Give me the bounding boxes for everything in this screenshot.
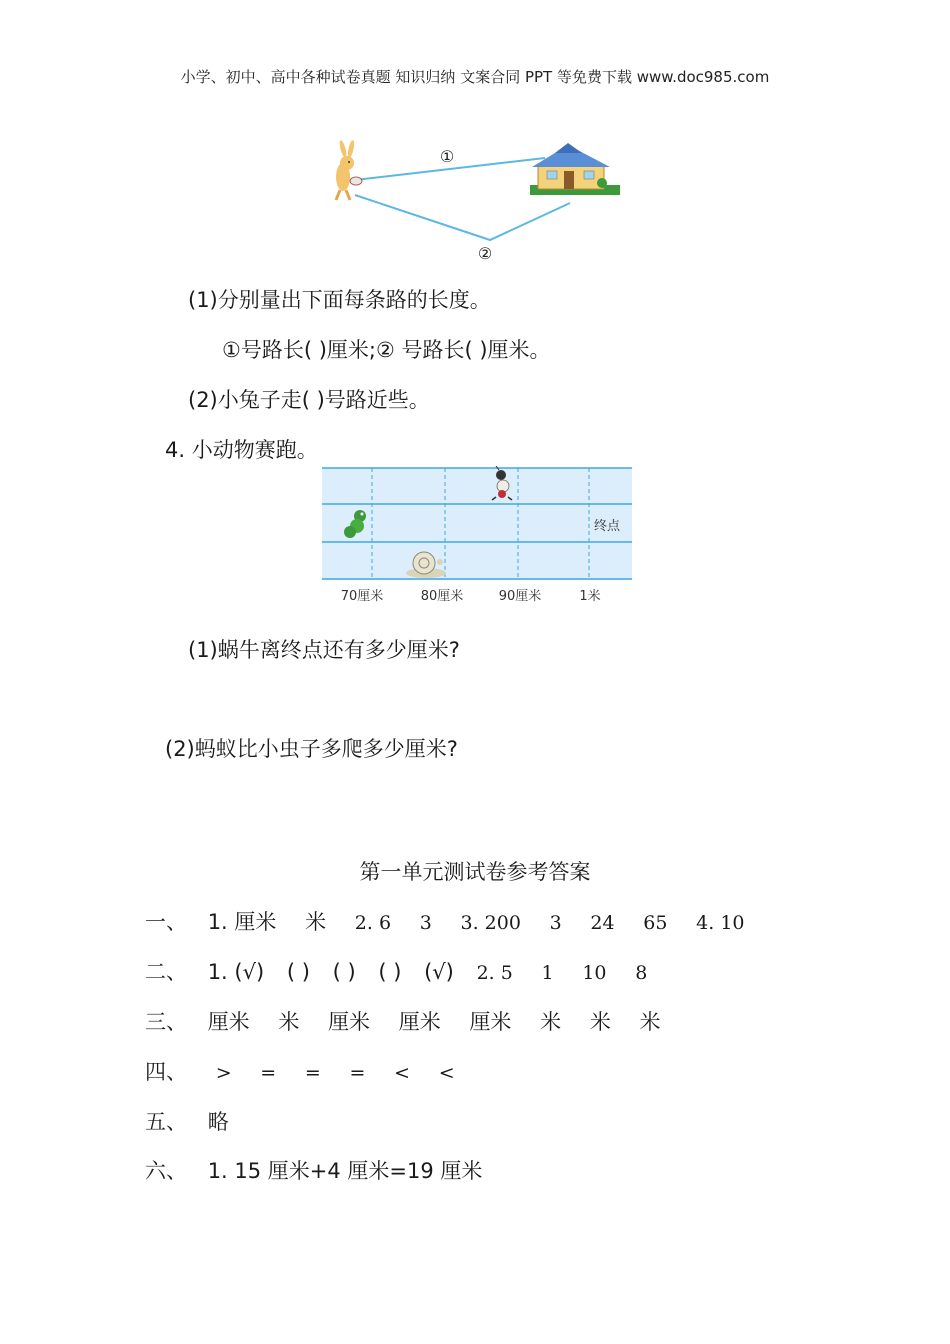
q3-part1-fill: ①号路长( )厘米;② 号路长( )厘米。 <box>222 338 551 362</box>
answer-item: 1. 厘米 <box>207 910 277 934</box>
answer-item: 略 <box>207 1110 229 1134</box>
answer-item: 1. (√) <box>207 960 265 984</box>
answer-item: = <box>304 1062 321 1084</box>
q4-part2: (2)蚂蚁比小虫子多爬多少厘米? <box>165 737 458 761</box>
answer-item: ( ) <box>378 960 402 984</box>
answer-item: 2. 5 <box>476 962 513 984</box>
answer-item: 2. 6 <box>354 912 392 934</box>
answer-item: 厘米 <box>469 1010 512 1034</box>
answer-row-6 <box>145 1155 504 1185</box>
answer-item: > <box>215 1062 232 1084</box>
answer-item: = <box>349 1062 366 1084</box>
answer-item: 米 <box>540 1010 562 1034</box>
answer-row-label: 五、 <box>145 1110 187 1134</box>
tick-label-90cm: 90厘米 <box>498 589 542 604</box>
answer-row-label: 四、 <box>145 1060 187 1084</box>
answer-item: 厘米 <box>328 1010 371 1034</box>
answer-row-label: 三、 <box>145 1010 187 1034</box>
finish-label: 终点 <box>594 519 621 534</box>
answer-row-5 <box>145 1106 251 1136</box>
answer-item: 米 <box>278 1010 300 1034</box>
answer-item: 米 <box>639 1010 661 1034</box>
answer-row-label: 二、 <box>145 960 187 984</box>
q3-part1: (1)分别量出下面每条路的长度。 <box>188 288 491 312</box>
answer-row-label: 六、 <box>145 1159 187 1183</box>
answers-title: 第一单元测试卷参考答案 <box>359 860 591 884</box>
answer-item: 3 <box>419 912 432 934</box>
rabbit-icon <box>336 140 362 200</box>
answer-item: 厘米 <box>207 1010 250 1034</box>
race-track-figure <box>320 466 634 611</box>
answer-item: 24 <box>590 912 615 934</box>
answer-item: 厘米 <box>398 1010 441 1034</box>
page-header: 小学、初中、高中各种试卷真题 知识归纳 文案合同 PPT 等免费下载 www.doc985.com <box>180 68 770 86</box>
answer-row-3 <box>145 1006 683 1036</box>
route-1-label: ① <box>439 147 455 166</box>
answer-row-1 <box>145 906 767 936</box>
answer-item: 8 <box>635 962 648 984</box>
answer-item: ( ) <box>286 960 310 984</box>
tick-label-80cm: 80厘米 <box>420 589 464 604</box>
answer-item: 米 <box>589 1010 611 1034</box>
answer-item: < <box>438 1062 455 1084</box>
answer-item: ( ) <box>332 960 356 984</box>
route-figure <box>320 135 620 270</box>
tick-label-1m: 1米 <box>579 589 601 604</box>
answer-item: 3. 200 <box>460 912 521 934</box>
house-icon <box>530 143 620 195</box>
answer-row-2 <box>145 956 669 986</box>
answer-item: (√) <box>424 960 454 984</box>
answer-item: 3 <box>549 912 562 934</box>
answer-row-4 <box>145 1056 477 1086</box>
q4-title: 4. 小动物赛跑。 <box>165 438 318 462</box>
answer-item: 10 <box>582 962 607 984</box>
answer-row-label: 一、 <box>145 910 187 934</box>
q3-part2: (2)小兔子走( )号路近些。 <box>188 388 430 412</box>
answer-item: 1. 15 厘米+4 厘米=19 厘米 <box>207 1159 483 1183</box>
answer-item: < <box>394 1062 411 1084</box>
answer-item: 65 <box>643 912 668 934</box>
answer-item: = <box>260 1062 277 1084</box>
route-2-line <box>355 195 570 240</box>
answer-item: 米 <box>305 910 327 934</box>
answer-item: 1 <box>541 962 554 984</box>
route-2-label: ② <box>477 244 493 263</box>
q4-part1: (1)蜗牛离终点还有多少厘米? <box>188 638 460 662</box>
answer-item: 4. 10 <box>696 912 745 934</box>
tick-label-70cm: 70厘米 <box>340 589 384 604</box>
